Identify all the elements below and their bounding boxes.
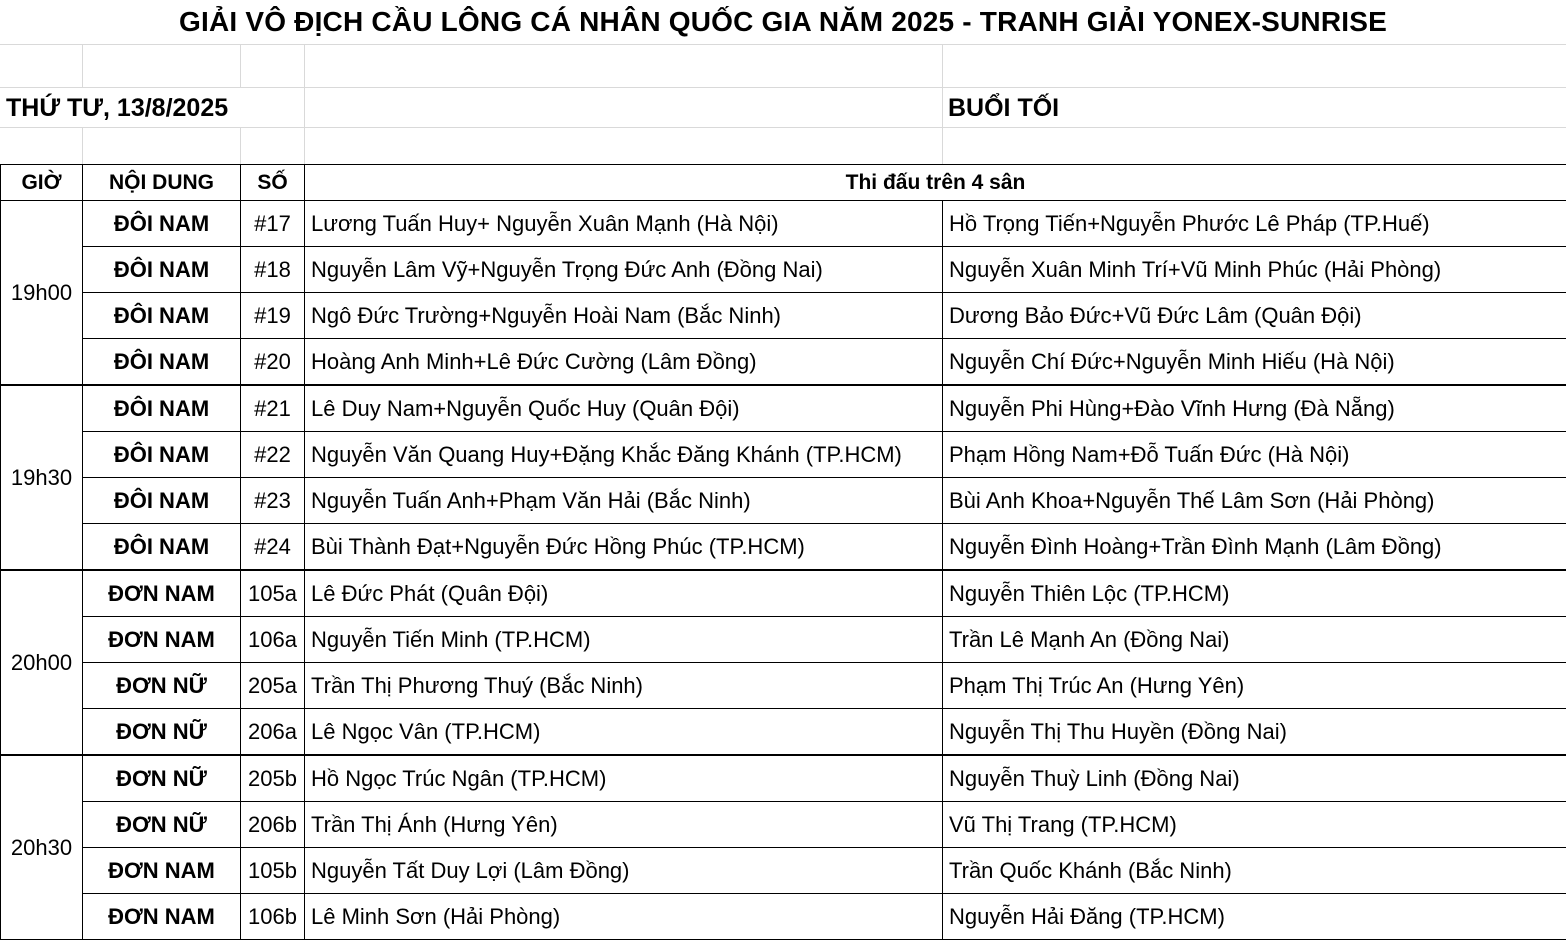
gridline: [82, 127, 83, 164]
team-b: Nguyễn Thị Thu Huyền (Đồng Nai): [943, 709, 1566, 756]
table-row: [1, 432, 1566, 478]
table-row: [1, 709, 1566, 756]
gridline: [82, 44, 83, 87]
table-row: [1, 524, 1566, 571]
team-b: Nguyễn Xuân Minh Trí+Vũ Minh Phúc (Hải Phòng): [943, 247, 1566, 293]
table-row: [1, 201, 1566, 247]
event-cell: ĐÔI NAM: [83, 385, 241, 432]
match-number: 205a: [241, 663, 305, 709]
time-slot: 20h00: [1, 570, 83, 755]
event-cell: ĐƠN NỮ: [83, 709, 241, 756]
match-number: 206a: [241, 709, 305, 756]
match-number: 106b: [241, 894, 305, 940]
match-number: #24: [241, 524, 305, 571]
gridline: [0, 44, 1566, 45]
team-b: Nguyễn Đình Hoàng+Trần Đình Mạnh (Lâm Đồng): [943, 524, 1566, 571]
schedule-date: THỨ TƯ, 13/8/2025: [6, 88, 228, 128]
event-cell: ĐÔI NAM: [83, 524, 241, 571]
table-row: [1, 848, 1566, 894]
table-row: [1, 293, 1566, 339]
gridline: [304, 44, 305, 164]
schedule-table: [0, 164, 1566, 940]
table-row: [1, 617, 1566, 663]
table-row: [1, 478, 1566, 524]
event-cell: ĐÔI NAM: [83, 201, 241, 247]
match-number: #21: [241, 385, 305, 432]
team-b: Hồ Trọng Tiến+Nguyễn Phước Lê Pháp (TP.Huế): [943, 201, 1566, 247]
table-row: [1, 663, 1566, 709]
header-courts: Thi đấu trên 4 sân: [305, 165, 1566, 201]
event-cell: ĐƠN NAM: [83, 848, 241, 894]
match-number: #17: [241, 201, 305, 247]
team-a: Lương Tuấn Huy+ Nguyễn Xuân Mạnh (Hà Nội): [305, 201, 943, 247]
table-row: [1, 385, 1566, 432]
page-title: GIẢI VÔ ĐỊCH CẦU LÔNG CÁ NHÂN QUỐC GIA NĂM 2025 - TRANH GIẢI YONEX-SUNRISE: [0, 0, 1566, 44]
team-a: Bùi Thành Đạt+Nguyễn Đức Hồng Phúc (TP.HCM): [305, 524, 943, 571]
match-number: #22: [241, 432, 305, 478]
header-time: GIỜ: [1, 165, 83, 201]
event-cell: ĐƠN NỮ: [83, 755, 241, 802]
team-a: Nguyễn Tuấn Anh+Phạm Văn Hải (Bắc Ninh): [305, 478, 943, 524]
event-cell: ĐƠN NAM: [83, 617, 241, 663]
team-a: Nguyễn Văn Quang Huy+Đặng Khắc Đăng Khánh (TP.HCM): [305, 432, 943, 478]
team-a: Ngô Đức Trường+Nguyễn Hoài Nam (Bắc Ninh): [305, 293, 943, 339]
team-b: Nguyễn Thuỳ Linh (Đồng Nai): [943, 755, 1566, 802]
event-cell: ĐÔI NAM: [83, 478, 241, 524]
event-cell: ĐƠN NỮ: [83, 802, 241, 848]
time-slot: 20h30: [1, 755, 83, 940]
team-a: Trần Thị Phương Thuý (Bắc Ninh): [305, 663, 943, 709]
team-a: Hoàng Anh Minh+Lê Đức Cường (Lâm Đồng): [305, 339, 943, 386]
team-b: Phạm Hồng Nam+Đỗ Tuấn Đức (Hà Nội): [943, 432, 1566, 478]
table-row: [1, 247, 1566, 293]
team-b: Trần Lê Mạnh An (Đồng Nai): [943, 617, 1566, 663]
team-b: Dương Bảo Đức+Vũ Đức Lâm (Quân Đội): [943, 293, 1566, 339]
team-a: Trần Thị Ánh (Hưng Yên): [305, 802, 943, 848]
team-a: Nguyễn Lâm Vỹ+Nguyễn Trọng Đức Anh (Đồng Nai): [305, 247, 943, 293]
team-b: Bùi Anh Khoa+Nguyễn Thế Lâm Sơn (Hải Phòng): [943, 478, 1566, 524]
header-number: SỐ: [241, 165, 305, 201]
team-b: Nguyễn Phi Hùng+Đào Vĩnh Hưng (Đà Nẵng): [943, 385, 1566, 432]
header-row: [1, 165, 1566, 201]
team-a: Lê Đức Phát (Quân Đội): [305, 570, 943, 617]
gridline: [942, 44, 943, 164]
table-row: [1, 755, 1566, 802]
team-b: Vũ Thị Trang (TP.HCM): [943, 802, 1566, 848]
team-a: Lê Duy Nam+Nguyễn Quốc Huy (Quân Đội): [305, 385, 943, 432]
team-a: Hồ Ngọc Trúc Ngân (TP.HCM): [305, 755, 943, 802]
match-number: 205b: [241, 755, 305, 802]
time-slot: 19h30: [1, 385, 83, 570]
gridline: [0, 127, 1566, 128]
event-cell: ĐƠN NAM: [83, 570, 241, 617]
table-row: [1, 802, 1566, 848]
team-b: Phạm Thị Trúc An (Hưng Yên): [943, 663, 1566, 709]
gridline: [240, 44, 241, 87]
event-cell: ĐƠN NỮ: [83, 663, 241, 709]
match-number: #23: [241, 478, 305, 524]
match-number: #19: [241, 293, 305, 339]
team-a: Nguyễn Tiến Minh (TP.HCM): [305, 617, 943, 663]
table-row: [1, 570, 1566, 617]
match-number: #20: [241, 339, 305, 386]
match-number: 206b: [241, 802, 305, 848]
table-row: [1, 894, 1566, 940]
team-b: Nguyễn Thiên Lộc (TP.HCM): [943, 570, 1566, 617]
event-cell: ĐÔI NAM: [83, 432, 241, 478]
event-cell: ĐƠN NAM: [83, 894, 241, 940]
session-label: BUỔI TỐI: [948, 88, 1059, 128]
match-number: 105a: [241, 570, 305, 617]
team-b: Trần Quốc Khánh (Bắc Ninh): [943, 848, 1566, 894]
header-event: NỘI DUNG: [83, 165, 241, 201]
event-cell: ĐÔI NAM: [83, 247, 241, 293]
event-cell: ĐÔI NAM: [83, 339, 241, 386]
team-a: Lê Ngọc Vân (TP.HCM): [305, 709, 943, 756]
team-b: Nguyễn Hải Đăng (TP.HCM): [943, 894, 1566, 940]
gridline: [240, 127, 241, 164]
event-cell: ĐÔI NAM: [83, 293, 241, 339]
match-number: 106a: [241, 617, 305, 663]
match-number: 105b: [241, 848, 305, 894]
team-a: Lê Minh Sơn (Hải Phòng): [305, 894, 943, 940]
time-slot: 19h00: [1, 201, 83, 386]
team-b: Nguyễn Chí Đức+Nguyễn Minh Hiếu (Hà Nội): [943, 339, 1566, 386]
table-row: [1, 339, 1566, 386]
gridline: [0, 87, 1566, 88]
team-a: Nguyễn Tất Duy Lợi (Lâm Đồng): [305, 848, 943, 894]
match-number: #18: [241, 247, 305, 293]
